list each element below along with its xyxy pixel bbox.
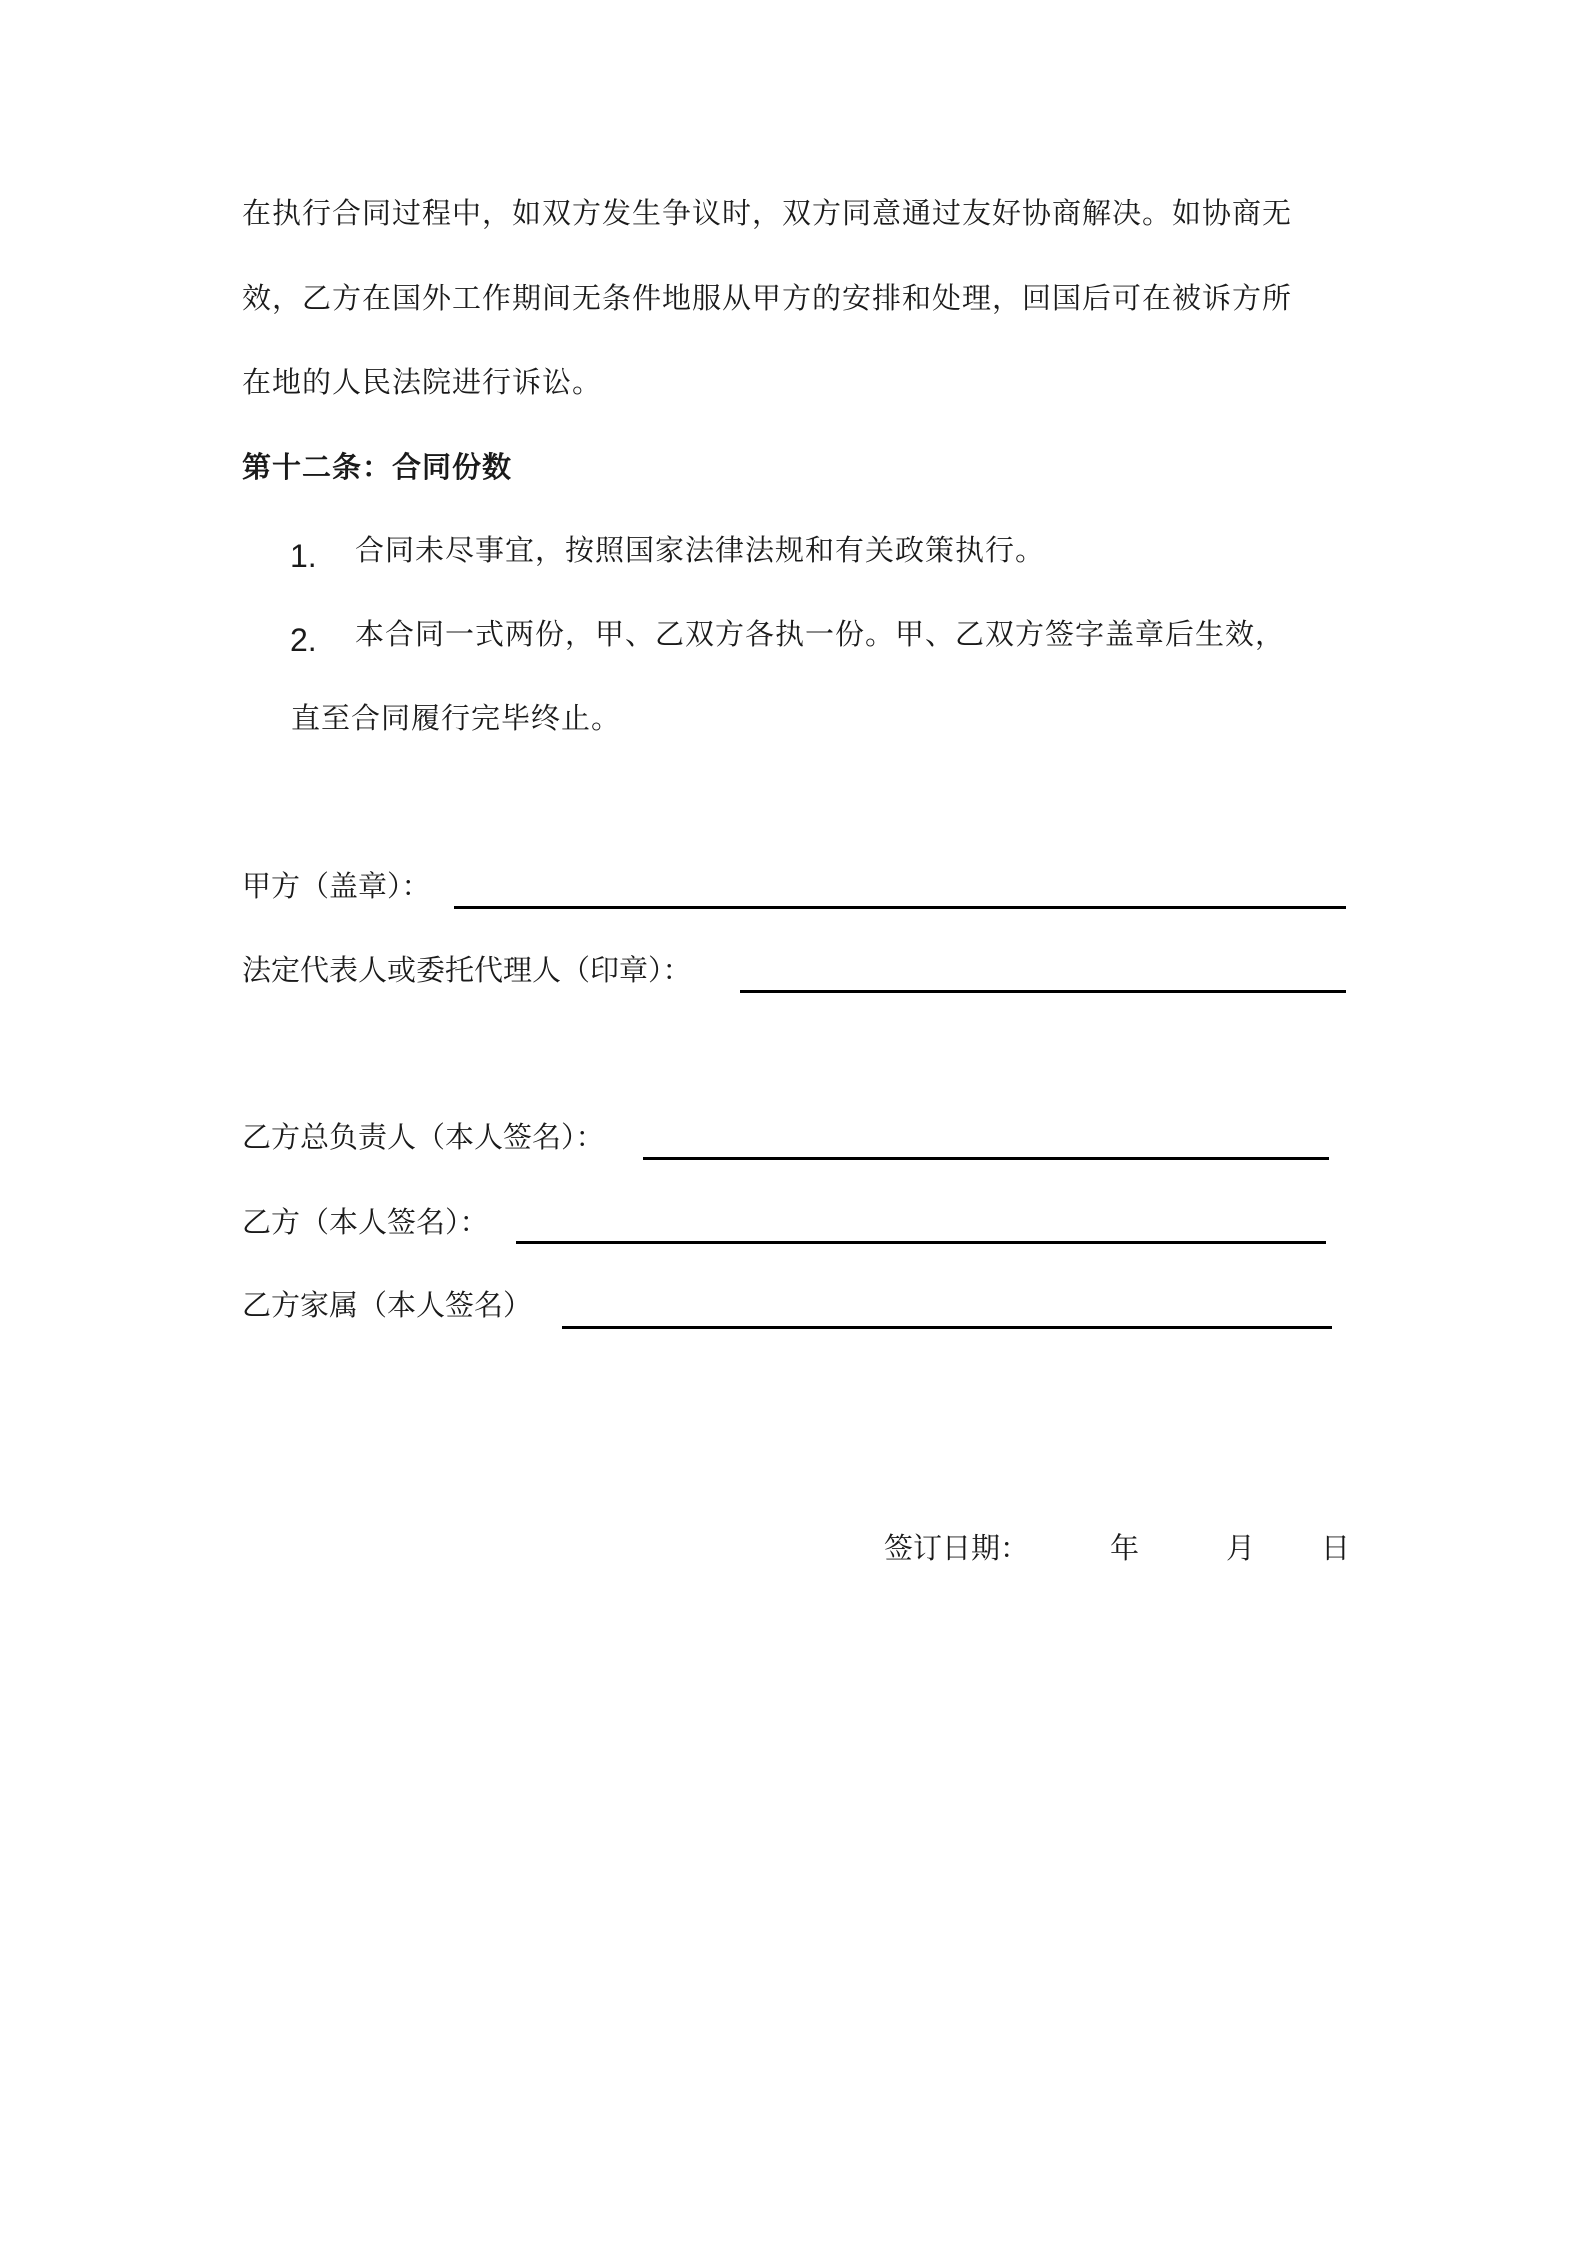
party-a-signature-line[interactable] (454, 906, 1346, 909)
party-b-family-signature-line[interactable] (562, 1326, 1332, 1329)
list-item-number: 1. (290, 538, 317, 574)
list-item-continuation: 直至合同履行完毕终止。 (291, 701, 622, 735)
signing-date-day: 日 (1321, 1531, 1351, 1565)
list-item-number: 2. (290, 622, 317, 658)
legal-rep-signature-line[interactable] (740, 990, 1346, 993)
list-item-text: 本合同一式两份，甲、乙双方各执一份。甲、乙双方签字盖章后生效， (355, 617, 1286, 651)
party-b-family-label: 乙方家属（本人签名） (242, 1288, 533, 1322)
legal-rep-label: 法定代表人或委托代理人（印章）： (242, 953, 692, 987)
party-a-label: 甲方（盖章）： (242, 869, 431, 903)
dispute-clause-line-3: 在地的人民法院进行诉讼。 (242, 365, 603, 399)
list-item-text: 合同未尽事宜，按照国家法律法规和有关政策执行。 (355, 533, 1046, 567)
party-b-head-signature-line[interactable] (643, 1157, 1329, 1160)
party-b-signature-line[interactable] (516, 1241, 1326, 1244)
party-b-label: 乙方（本人签名）： (242, 1205, 489, 1239)
signing-date-label: 签订日期： (884, 1531, 1030, 1565)
signing-date-month: 月 (1226, 1531, 1256, 1565)
dispute-clause-line-2: 效，乙方在国外工作期间无条件地服从甲方的安排和处理，回国后可在被诉方所 (242, 281, 1293, 315)
dispute-clause-line-1: 在执行合同过程中，如双方发生争议时，双方同意通过友好协商解决。如协商无 (242, 196, 1293, 230)
signing-date-year: 年 (1110, 1531, 1140, 1565)
article-12-heading: 第十二条：合同份数 (242, 450, 513, 484)
party-b-head-label: 乙方总负责人（本人签名）： (242, 1120, 605, 1154)
